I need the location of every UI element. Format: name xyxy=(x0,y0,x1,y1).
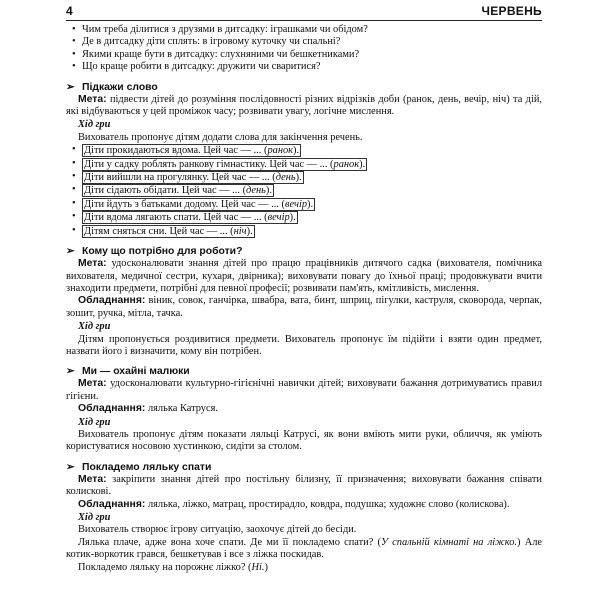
sentence-text: Діти йдуть з батьками додому. Цей час — ... ( xyxy=(84,198,285,210)
goal-label: Мета: xyxy=(78,378,107,390)
arrow-right-icon: ➢ xyxy=(66,366,75,378)
paragraph xyxy=(66,537,542,562)
sentence-text: Діти сідають обідати. Цей час — ... ( xyxy=(84,185,247,197)
equipment-paragraph xyxy=(66,295,542,320)
sentence-box xyxy=(82,198,315,211)
intro-bullet-list xyxy=(66,24,542,74)
paragraph-text: ) Але котик-воркотик грався, бешкетував і все з ліжка поскидав. xyxy=(66,536,542,561)
list-item: • Чим треба ділитися з друзями в дитсадку: іграшками чи обідом? xyxy=(66,24,542,36)
paragraph-text: Покладемо ляльку на порожнє ліжко? ( xyxy=(78,561,252,573)
answer-text: ніч xyxy=(233,225,247,237)
list-item: • Що краще робити в дитсадку: дружити чи сваритися? xyxy=(66,61,542,73)
sentence-end: ). xyxy=(289,212,296,224)
list-item: • Якими краще бути в дитсадку: слухняними чи бешкетниками? xyxy=(66,49,542,61)
sentence-box xyxy=(82,184,274,197)
goal-text: підвести дітей до розуміння послідовності різних відрізків доби (ранок, день, вечір, ніч) та дій, які відбуваються у цей проміжок часу; розвивати увагу, логічне мислення. xyxy=(66,93,542,118)
game-procedure-heading: Хід гри xyxy=(78,321,111,333)
list-item xyxy=(66,184,542,197)
equipment-text: лялька, ліжко, матрац, простирадло, ковдра, подушка; художнє слово (колискова). xyxy=(145,498,510,510)
sentence-box xyxy=(82,158,367,171)
sentence-end: ). xyxy=(295,172,302,184)
answer-text: У спальній кімнаті на ліжко. xyxy=(380,536,518,548)
list-item xyxy=(66,144,542,157)
arrow-right-icon: ➢ xyxy=(66,81,75,93)
list-item xyxy=(66,225,542,238)
goal-text: удосконалювати культурно-гігієнічні навички дітей; виховувати бажання дотримуватись правил гігієни. xyxy=(66,378,542,402)
page-number: 4 xyxy=(66,4,73,18)
goal-paragraph xyxy=(66,94,542,119)
list-item xyxy=(66,211,542,224)
arrow-right-icon: ➢ xyxy=(66,246,75,258)
game-procedure-heading: Хід гри xyxy=(78,512,111,523)
sentence-end: ). xyxy=(265,185,272,197)
answer-text: ранок xyxy=(333,158,360,170)
sentence-box xyxy=(82,225,255,238)
goal-label: Мета: xyxy=(78,93,107,105)
goal-label: Мета: xyxy=(78,473,107,485)
sentence-text: Діти вийшли на прогулянку. Цей час — ... ( xyxy=(84,172,276,184)
sentence-box xyxy=(82,171,304,184)
paragraph-text: Лялька плаче, адже вона хоче спати. Де ми її покладемо спати? ( xyxy=(78,536,381,548)
arrow-right-icon: ➢ xyxy=(66,461,75,473)
equipment-paragraph xyxy=(66,499,542,511)
list-item xyxy=(66,198,542,211)
paragraph: Дітям пропонується роздивитися предмети. Вихователь пропонує їм підійти і взяти один предмет, назвати його і визначити, кому він потрібен. xyxy=(66,333,542,357)
equipment-paragraph xyxy=(66,403,542,415)
sentence-text: Діти прокидаються вдома. Цей час — ... ( xyxy=(84,145,268,157)
paragraph: Вихователь створює ігрову ситуацію, заохочує дітей до бесіди. xyxy=(78,524,357,536)
list-item xyxy=(66,171,542,184)
sentence-end: ). xyxy=(246,225,253,237)
sentence-end: ). xyxy=(293,145,300,157)
goal-paragraph xyxy=(66,258,542,295)
equipment-text: віник, совок, ганчірка, швабра, вата, бинт, шприц, пігулки, каструля, сковорода, черпак, зошит, ручка, мітла, тачка. xyxy=(66,295,542,319)
sentence-list xyxy=(66,144,542,238)
list-item xyxy=(66,158,542,171)
goal-text: закріпити знання дітей про постільну білизну, її призначення; виховувати бажання співати колискові. xyxy=(66,473,542,498)
list-item: • Де в дитсадку діти сплять: в ігровому куточку чи спальні? xyxy=(66,36,542,48)
answer-text: Ні. xyxy=(251,561,265,573)
paragraph: Вихователь пропонує дітям додати слова для закінчення речень. xyxy=(78,131,363,143)
sentence-box xyxy=(82,211,298,224)
sentence-box xyxy=(82,144,301,157)
running-title: ЧЕРВЕНЬ xyxy=(481,4,542,18)
section-title-text: Підкажи слово xyxy=(82,81,158,93)
answer-text: день xyxy=(246,185,266,197)
sentence-text: Діти вдома лягають спати. Цей час — ... ( xyxy=(84,212,268,224)
equipment-text: лялька Катруся. xyxy=(145,403,218,415)
section-title xyxy=(66,461,542,474)
page-header xyxy=(66,4,542,21)
sentence-end: ). xyxy=(307,198,314,210)
goal-label: Мета: xyxy=(78,258,107,270)
equipment-label: Обладнання: xyxy=(78,498,146,510)
section-title-text: Ми — охайні малюки xyxy=(82,366,190,378)
paragraph: Вихователь пропонує дітям показати ляльці Катрусі, як вони вміють мити руки, обличчя, як уміють користуватися носовою хустинкою, сидіти за столом. xyxy=(66,428,542,453)
answer-text: ранок xyxy=(267,145,294,157)
equipment-label: Обладнання: xyxy=(78,295,146,307)
paragraph-text: ) xyxy=(264,561,268,573)
answer-text: вечір xyxy=(285,198,308,210)
answer-text: вечір xyxy=(267,212,290,224)
sentence-text: Діти у садку роблять ранкову гімнастику. Цей час — ... ( xyxy=(84,158,334,170)
sentence-end: ). xyxy=(359,158,366,170)
section-title xyxy=(66,365,542,378)
goal-text: удосконалювати знання дітей про працю працівників дитячого садка (вихователя, помічника вихователя, медичної сестри, кухаря, двірника); виховувати повагу до їхньої праці; продовжувати вчити знаходити предмети, потрібні для певної професії; розвивати пам'ять, кмітливість, мислення. xyxy=(66,258,542,294)
content xyxy=(66,24,542,574)
goal-paragraph xyxy=(66,474,542,499)
goal-paragraph xyxy=(66,378,542,403)
answer-text: день xyxy=(275,172,296,184)
section-title xyxy=(66,245,542,258)
game-procedure-heading: Хід гри xyxy=(78,416,111,428)
paragraph xyxy=(66,562,542,574)
section-title-text: Покладемо ляльку спати xyxy=(82,461,212,473)
equipment-label: Обладнання: xyxy=(78,403,146,415)
section-title-text: Кому що потрібно для роботи? xyxy=(82,246,243,258)
sentence-text: Дітям сняться сни. Цей час — ... ( xyxy=(84,225,234,237)
game-procedure-heading: Хід гри xyxy=(78,119,111,131)
section-title xyxy=(66,81,542,94)
